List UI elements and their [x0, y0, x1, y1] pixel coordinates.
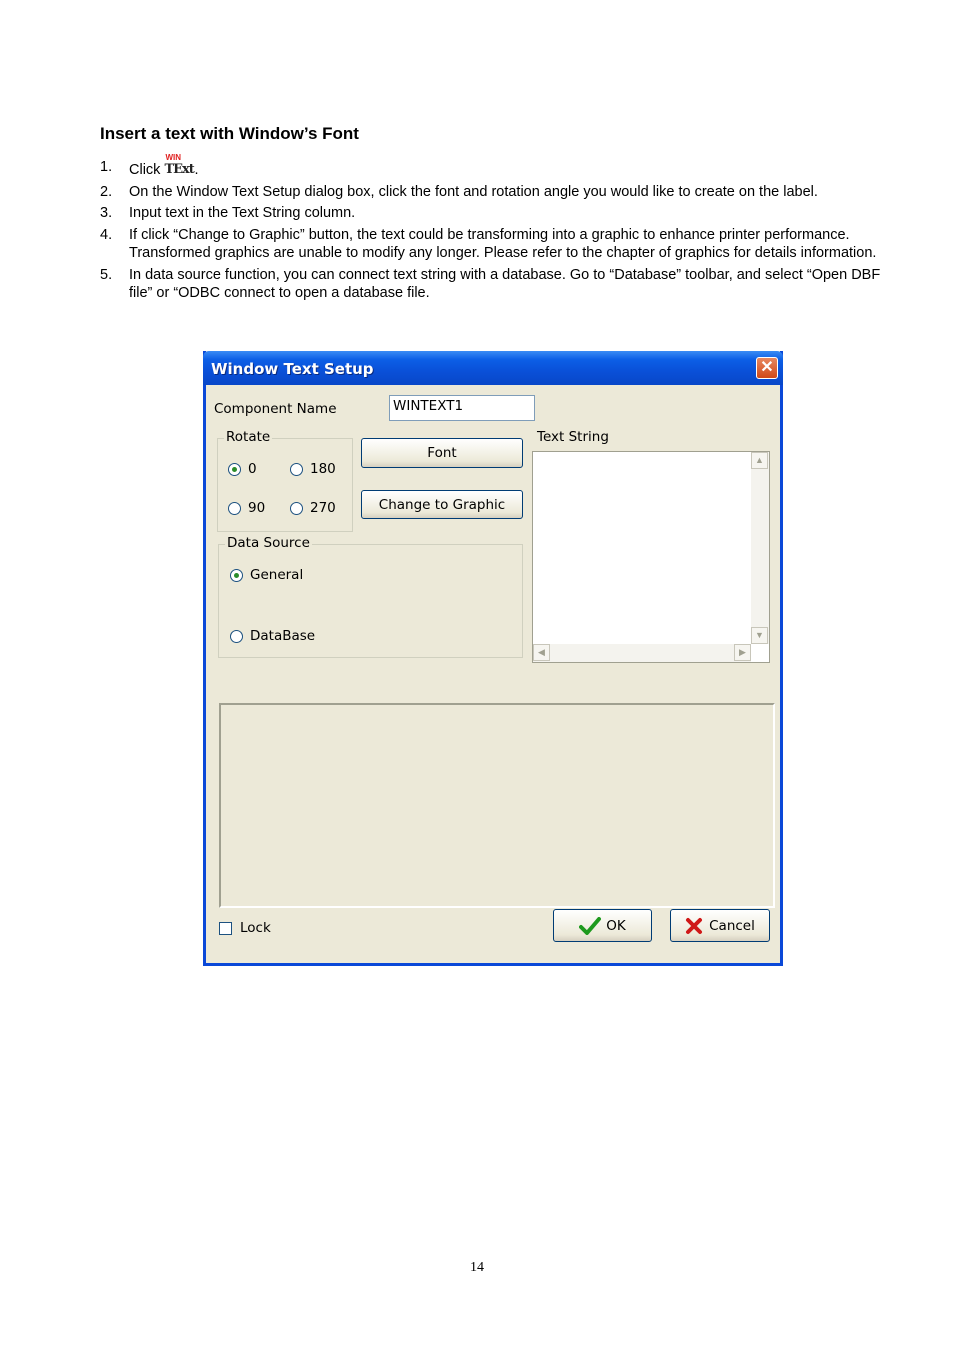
horizontal-scrollbar[interactable] [533, 644, 751, 662]
general-label: General [250, 567, 304, 583]
step-3 [100, 204, 900, 223]
step-text: Input text in the Text String column. [129, 205, 356, 221]
checkbox-icon [219, 922, 232, 935]
win-text-icon [164, 153, 194, 177]
step-1 [100, 153, 900, 180]
section-heading: Insert a text with Window’s Font [100, 124, 359, 143]
dialog-title: Window Text Setup [211, 360, 374, 378]
step-4 [100, 226, 900, 263]
step-text: If click “Change to Graphic” button, the text could be transforming into a graphic to enhance printer performance. Transformed graphics are unable to modify any longer. Please refer to the chapter of graphics for details information. [129, 226, 877, 261]
cancel-button[interactable] [670, 909, 770, 942]
ok-label: OK [606, 917, 626, 934]
change-to-graphic-button[interactable]: Change to Graphic [361, 490, 523, 519]
component-name-label: Component Name [214, 401, 337, 417]
step-number: 4. [100, 226, 113, 243]
window-text-setup-dialog [203, 351, 783, 966]
rotate-180-radio[interactable] [290, 461, 336, 477]
rotate-group [217, 429, 353, 532]
data-source-group [218, 535, 523, 658]
rotate-group-label: Rotate [226, 429, 271, 445]
data-source-group-label: Data Source [227, 535, 310, 551]
step-5 [100, 266, 900, 303]
text-string-area[interactable] [532, 451, 770, 663]
scroll-right-icon[interactable]: ▶ [734, 644, 751, 661]
close-icon[interactable]: ✕ [756, 357, 778, 379]
scroll-left-icon[interactable]: ◀ [533, 644, 550, 661]
scroll-up-icon[interactable]: ▲ [751, 452, 768, 469]
step-number: 1. [100, 159, 113, 175]
step-text: Click [129, 162, 165, 178]
win-text-icon-top: WIN [165, 153, 182, 162]
page-number: 14 [470, 1260, 484, 1275]
rotate-0-label: 0 [248, 461, 257, 477]
rotate-90-label: 90 [248, 500, 266, 516]
step-text: On the Window Text Setup dialog box, click the font and rotation angle you would like to create on the label. [129, 183, 818, 200]
radio-selected-icon [228, 463, 241, 476]
radio-icon [228, 502, 241, 515]
text-string-label: Text String [537, 429, 609, 445]
lock-label: Lock [240, 920, 271, 936]
radio-selected-icon [230, 569, 243, 582]
vertical-scrollbar[interactable] [751, 452, 769, 644]
lock-checkbox[interactable] [219, 920, 271, 936]
instruction-list [100, 153, 900, 306]
step-number: 5. [100, 266, 113, 283]
rotate-270-label: 270 [310, 500, 336, 516]
win-text-icon-bottom: TExt [164, 162, 194, 177]
step-2 [100, 183, 900, 202]
cancel-x-icon [685, 917, 703, 935]
preview-panel [219, 703, 775, 908]
check-icon [579, 917, 601, 935]
step-number: 3. [100, 205, 113, 221]
font-button[interactable]: Font [361, 438, 523, 468]
rotate-180-label: 180 [310, 461, 336, 477]
rotate-270-radio[interactable] [290, 500, 336, 516]
radio-icon [290, 502, 303, 515]
cancel-label: Cancel [709, 917, 755, 934]
general-radio[interactable] [230, 567, 303, 583]
component-name-input[interactable]: WINTEXT1 [389, 395, 535, 421]
step-number: 2. [100, 183, 113, 200]
radio-icon [290, 463, 303, 476]
step-text-end: . [194, 162, 199, 178]
database-label: DataBase [250, 628, 316, 644]
step-text: In data source function, you can connect text string with a database. Go to “Database” toolbar, and select “Open DBF file” or “ODBC connect to open a database file. [129, 266, 881, 301]
rotate-0-radio[interactable] [228, 461, 257, 477]
dialog-titlebar[interactable] [203, 351, 783, 385]
database-radio[interactable] [230, 628, 315, 644]
radio-icon [230, 630, 243, 643]
rotate-90-radio[interactable] [228, 500, 265, 516]
ok-button[interactable] [553, 909, 652, 942]
scroll-down-icon[interactable]: ▼ [751, 627, 768, 644]
